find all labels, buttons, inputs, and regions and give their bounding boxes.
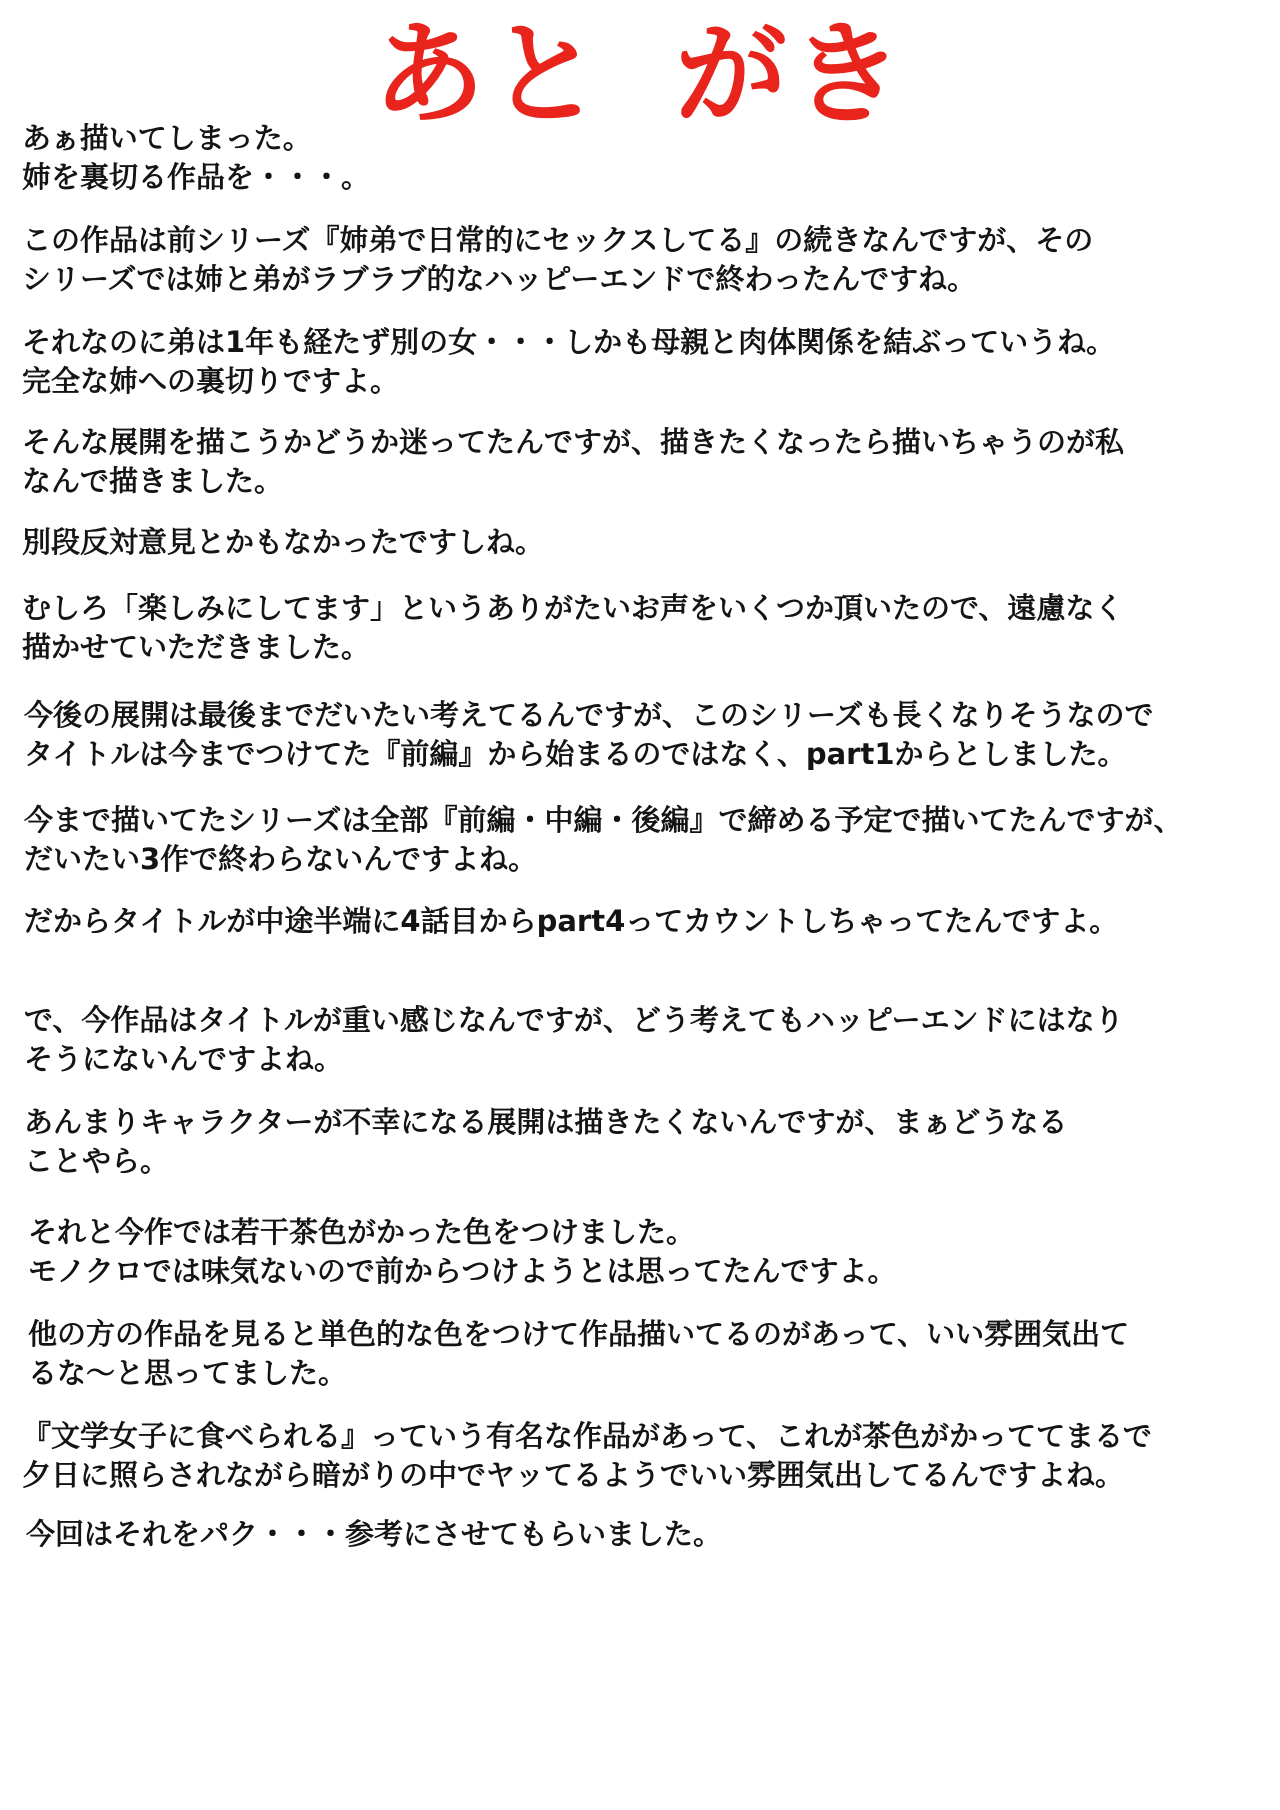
paragraph-5 <box>22 523 544 562</box>
text-line: 今後の展開は最後までだいたい考えてるんですが、このシリーズも長くなりそうなので <box>24 698 1154 732</box>
text-line: シリーズでは姉と弟がラブラブ的なハッピーエンドで終わったんですね。 <box>22 262 977 296</box>
text-line: で、今作品はタイトルが重い感じなんですが、どう考えてもハッピーエンドにはなり <box>24 1003 1124 1037</box>
paragraph-6 <box>22 589 1123 667</box>
text-line: るな～と思ってました。 <box>28 1356 348 1390</box>
text-line: そんな展開を描こうかどうか迷ってたんですが、描きたくなったら描いちゃうのが私 <box>22 425 1125 459</box>
text-line: 今回はそれをパク・・・参考にさせてもらいました。 <box>26 1517 723 1551</box>
paragraph-13 <box>28 1315 1129 1393</box>
text-line: 今まで描いてたシリーズは全部『前編・中編・後編』で締める予定で描いてたんですが、 <box>24 803 1183 837</box>
paragraph-2 <box>22 221 1093 299</box>
text-line: 他の方の作品を見ると単色的な色をつけて作品描いてるのがあって、いい雰囲気出て <box>28 1317 1130 1351</box>
text-line: 夕日に照らされながら暗がりの中でヤッてるようでいい雰囲気出してるんですよね。 <box>22 1458 1125 1492</box>
title-right: がき <box>675 10 907 140</box>
text-line: むしろ「楽しみにしてます」というありがたいお声をいくつか頂いたので、遠慮なく <box>22 591 1124 625</box>
text-line: 別段反対意見とかもなかったですしね。 <box>22 525 545 559</box>
paragraph-12 <box>28 1213 897 1291</box>
text-line: この作品は前シリーズ『姉弟で日常的にセックスしてる』の続きなんですが、その <box>22 223 1094 257</box>
paragraph-8 <box>24 801 1183 879</box>
paragraph-15 <box>26 1515 722 1554</box>
text-line: タイトルは今までつけてた『前編』から始まるのではなく、part1からとしました。 <box>24 737 1127 771</box>
paragraph-7 <box>24 696 1154 774</box>
text-line: だからタイトルが中途半端に4話目からpart4ってカウントしちゃってたんですよ。 <box>24 904 1119 938</box>
paragraph-14 <box>22 1417 1152 1495</box>
text-line: それと今作では若干茶色がかった色をつけました。 <box>28 1215 696 1249</box>
paragraph-1 <box>22 119 370 197</box>
text-line: そうにないんですよね。 <box>24 1042 344 1076</box>
text-line: あぁ描いてしまった。 <box>22 121 312 155</box>
text-line: 描かせていただきました。 <box>22 630 371 664</box>
paragraph-11 <box>24 1103 1067 1181</box>
paragraph-9 <box>24 902 1118 941</box>
paragraph-3 <box>22 323 1115 401</box>
text-line: 完全な姉への裏切りですよ。 <box>22 364 400 398</box>
text-line: それなのに弟は1年も経たず別の女・・・しかも母親と肉体関係を結ぶっていうね。 <box>22 325 1116 359</box>
text-line: 姉を裏切る作品を・・・。 <box>22 160 371 194</box>
paragraph-4 <box>22 423 1124 501</box>
text-line: なんで描きました。 <box>22 464 284 498</box>
text-line: だいたい3作で終わらないんですよね。 <box>24 842 538 876</box>
paragraph-10 <box>24 1001 1124 1079</box>
text-line: モノクロでは味気ないので前からつけようとは思ってたんですよ。 <box>28 1254 897 1288</box>
text-line: あんまりキャラクターが不幸になる展開は描きたくないんですが、まぁどうなる <box>24 1105 1068 1139</box>
title-left: あと <box>373 10 605 140</box>
text-line: ことやら。 <box>24 1144 170 1178</box>
text-line: 『文学女子に食べられる』っていう有名な作品があって、これが茶色がかっててまるで <box>22 1419 1152 1453</box>
